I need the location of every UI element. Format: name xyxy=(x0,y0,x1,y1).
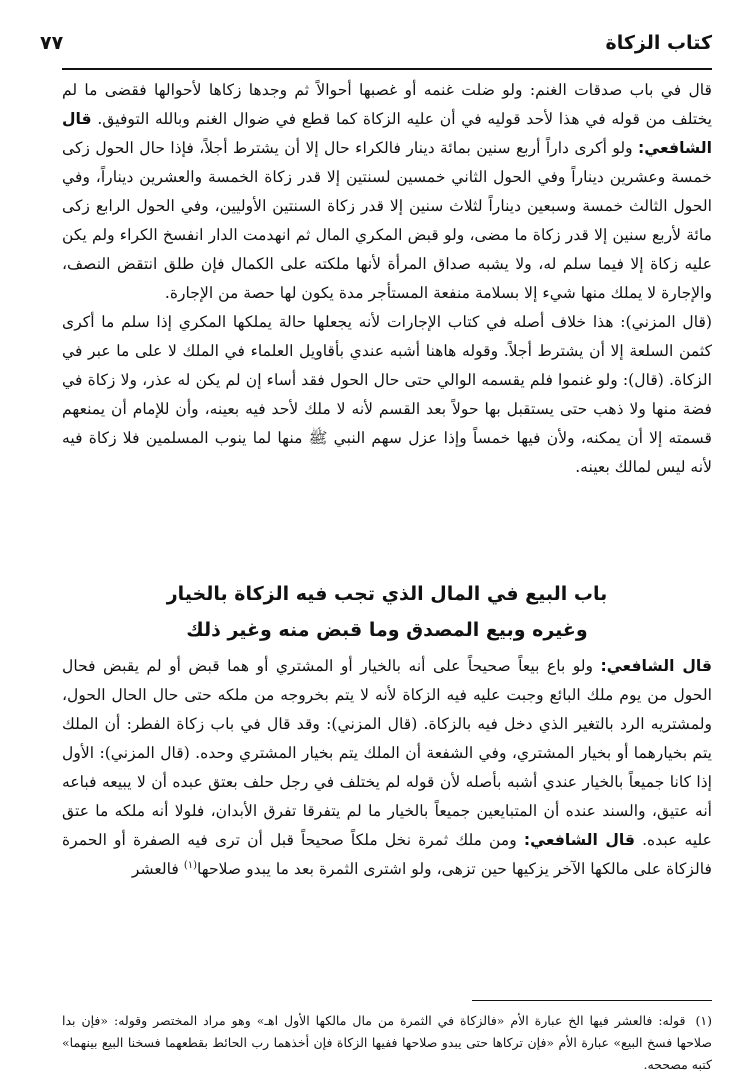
header-rule xyxy=(62,68,712,70)
footnote-marker: (١) xyxy=(183,859,198,871)
speaker-label: قال الشافعي: xyxy=(62,110,712,157)
paragraph-3-text-2: ومن ملك ثمرة نخل ملكاً صحيحاً قبل أن ترى فيه الصفرة أو الحمرة فالزكاة على مالكها الآخر يزكيها حين تزهى، ولو اشترى الثمرة بعد ما يبدو صلاحها xyxy=(62,831,712,878)
page-header xyxy=(40,28,712,64)
footnote xyxy=(62,1010,712,1076)
paragraph-1-text-1: قال في باب صدقات الغنم: ولو ضلت غنمه أو غصبها أحوالاً ثم وجدها زكاها لأحوالها فقضى ما لم يختلف من قوله في هذا لأحد قوليه في أن عليه الزكاة كما قطع في ضوال الغنم وبالله التوفيق. xyxy=(62,81,713,128)
page-number: ٧٧ xyxy=(40,32,64,54)
main-text xyxy=(62,76,712,482)
section-heading-line-2: وغيره وبيع المصدق وما قبض منه وغير ذلك xyxy=(186,619,588,641)
paragraph-1 xyxy=(62,76,712,308)
speaker-label: قال الشافعي: xyxy=(600,657,712,675)
footnote-text: قوله: فالعشر فيها الخ عبارة الأم «فالزكاة في الثمرة من مال مالكها الأول اهـ» وهو مراد المختصر وقوله: «فإن بدا صلاحها فسخ البيع» عبارة الأم «فإن تركاها حتى يبدو صلاحها ففيها الزكاة فإن أخذهما رب الحائط بقطعهما فسخنا البيع بينهما» كتبه مصححه. xyxy=(62,1013,712,1072)
running-title: كتاب الزكاة xyxy=(605,32,712,54)
section-heading xyxy=(62,576,712,648)
section-heading-line-1: باب البيع في المال الذي تجب فيه الزكاة بالخيار xyxy=(166,583,608,605)
section-text xyxy=(62,652,712,884)
paragraph-3 xyxy=(62,652,712,884)
paragraph-3-text-1: ولو باع بيعاً صحيحاً على أنه بالخيار أو المشتري أو هما قبض أو لم يقبض فحال الحول من يوم ملك البائع وجبت عليه فيه الزكاة لأنه لا يتم بخروجه من ملكه حتى حال الحال الحول، ولمشتريه الرد بالتغير الذي دخل فيه بالزكاة. (قال المزني): وقد قال في باب زكاة الفطر: أن الملك يتم بخيارهما أو بخيار المشتري، وفي الشفعة أن الملك يتم بخيار المشتري وحده. (قال المزني): الأول إذا كانا جميعاً بالخيار عندي أشبه بأصله لأن قوله لم يختلف في رجل حلف بعتق عبده أن لا يبيعه فباعه أنه عتيق، والسند عنده أن المتبايعين جميعاً بالخيار ما لم يتفرقا تفرق الأبدان، فلولا أنه ملكه ما عتق عليه عبده. xyxy=(62,657,712,849)
paragraph-3-text-3: فالعشر xyxy=(131,860,179,878)
footnote-rule xyxy=(472,1000,712,1001)
paragraph-2 xyxy=(62,308,712,482)
footnote-number: (١) xyxy=(695,1013,712,1028)
speaker-label: قال الشافعي: xyxy=(523,831,635,849)
paragraph-2-text: (قال المزني): هذا خلاف أصله في كتاب الإجارات لأنه يجعلها حالة يملكها المكري إذا سلم ما أكرى كثمن السلعة إلا أن يشترط أجلاً. وقوله هاهنا أشبه عندي بأقاويل العلماء في الملك لا على ما عبر في الزكاة. (قال): ولو غنموا فلم يقسمه الوالي حتى حال الحول فقد أساء إن لم يكن له عذر، ولا زكاة في فضة منها ولا ذهب حتى يستقبل بها حولاً بعد القسم لأنه لا ملك لأحد فيه بعينه، وأن للإمام أن يمنعهم قسمته إلا أن يمكنه، ولأن فيها خمساً وإذا عزل سهم النبي ﷺ منها لما ينوب المسلمين فلا زكاة فيه لأنه ليس لمالك بعينه. xyxy=(62,313,712,476)
paragraph-1-text-2: ولو أكرى داراً أربع سنين بمائة دينار فالكراء حال إلا أن يشترط أجلاً، فإذا حال الحول زكى خمسة وعشرين ديناراً وفي الحول الثاني خمسين لسنتين إلا قدر زكاة الخمسة والعشرين ديناراً، وفي الحول الثالث خمسة وسبعين ديناراً لثلاث سنين إلا قدر زكاة السنتين الأوليين، وفي الحول الرابع زكى مائة لأربع سنين إلا قدر زكاة ما مضى، ولو قبض المكري المال ثم انهدمت الدار انفسخ الكراء ولم يكن عليه زكاة إلا فيما سلم له، ولا يشبه صداق المرأة لأنها ملكته على الكمال فإن طلق انتقض النصف، والإجارة لا يملك منها شيء إلا بسلامة منفعة المستأجر مدة يكون لها حصة من الإجارة. xyxy=(62,139,712,302)
